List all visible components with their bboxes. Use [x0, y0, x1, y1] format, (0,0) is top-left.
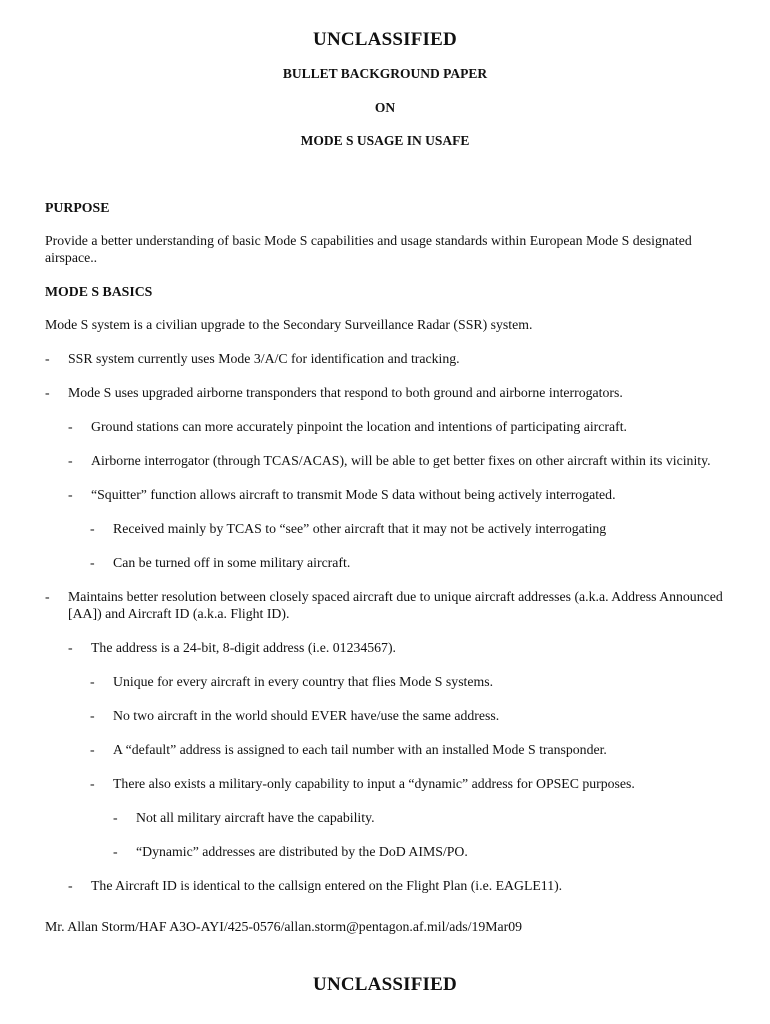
bullet-dash: -: [68, 487, 73, 502]
bullet-item: [45, 384, 735, 401]
bullet-dash: -: [113, 844, 118, 859]
classification-footer: UNCLASSIFIED: [313, 974, 457, 995]
bullet-dash: -: [68, 453, 73, 468]
paper-type-title: BULLET BACKGROUND PAPER: [282, 66, 488, 81]
bullet-text: There also exists a military-only capability to input a “dynamic” address for OPSEC purposes.: [113, 776, 635, 791]
bullet-item: [45, 843, 735, 860]
bullet-text: Not all military aircraft have the capability.: [136, 810, 375, 825]
bullet-text: “Squitter” function allows aircraft to transmit Mode S data without being actively interrogated.: [91, 487, 616, 502]
basics-intro: Mode S system is a civilian upgrade to the Secondary Surveillance Radar (SSR) system.: [45, 317, 533, 332]
basics-heading: MODE S BASICS: [45, 284, 153, 299]
bullet-dash: -: [90, 776, 95, 791]
bullet-text: Mode S uses upgraded airborne transponders that respond to both ground and airborne interrogators.: [68, 385, 623, 400]
bullet-dash: -: [113, 810, 118, 825]
bullet-dash: -: [68, 878, 73, 893]
bullet-item: [45, 809, 735, 826]
bullet-text: No two aircraft in the world should EVER have/use the same address.: [113, 708, 500, 723]
bullet-dash: -: [68, 419, 73, 434]
bullet-dash: -: [90, 555, 95, 570]
purpose-heading: PURPOSE: [45, 200, 110, 215]
bullet-dash: -: [45, 385, 50, 400]
bullet-text: Unique for every aircraft in every country that flies Mode S systems.: [113, 674, 494, 689]
paper-subject-title: MODE S USAGE IN USAFE: [300, 133, 470, 148]
bullet-text: SSR system currently uses Mode 3/A/C for identification and tracking.: [68, 351, 460, 366]
bullet-dash: -: [90, 708, 95, 723]
bullet-dash: -: [68, 640, 73, 655]
bullet-item: [45, 350, 735, 367]
document-body: [45, 199, 735, 935]
bullet-item: [45, 452, 735, 469]
bullet-item: [45, 741, 735, 758]
bullet-text: Received mainly by TCAS to “see” other aircraft that it may not be actively interrogating: [113, 521, 607, 536]
bullet-text: Airborne interrogator (through TCAS/ACAS), will be able to get better fixes on other aircraft within its vicinity.: [91, 453, 711, 468]
bullet-item: [45, 520, 735, 537]
bullet-text: Ground stations can more accurately pinpoint the location and intentions of participating aircraft.: [91, 419, 627, 434]
bullet-dash: -: [45, 589, 50, 604]
bullet-text: “Dynamic” addresses are distributed by the DoD AIMS/PO.: [136, 844, 468, 859]
bullet-text: Maintains better resolution between closely spaced aircraft due to unique aircraft addresses (a.k.a. Address Announced [AA]) and Aircraft ID (a.k.a. Flight ID).: [68, 589, 723, 621]
bullet-text: A “default” address is assigned to each tail number with an installed Mode S transponder.: [113, 742, 607, 757]
bullet-item: [45, 486, 735, 503]
bullet-item: [45, 588, 735, 622]
purpose-text: Provide a better understanding of basic Mode S capabilities and usage standards within European Mode S designated airspace..: [45, 233, 692, 265]
bullet-dash: -: [45, 351, 50, 366]
classification-header: UNCLASSIFIED: [313, 29, 457, 50]
title-on: ON: [374, 100, 396, 115]
author-contact-line: Mr. Allan Storm/HAF A3O-AYI/425-0576/allan.storm@pentagon.af.mil/ads/19Mar09: [45, 919, 523, 934]
bullet-text: The address is a 24-bit, 8-digit address (i.e. 01234567).: [91, 640, 396, 655]
bullet-item: [45, 707, 735, 724]
bullet-text: The Aircraft ID is identical to the callsign entered on the Flight Plan (i.e. EAGLE11).: [91, 878, 563, 893]
bullet-item: [45, 418, 735, 435]
bullet-dash: -: [90, 674, 95, 689]
bullet-item: [45, 639, 735, 656]
bullet-item: [45, 673, 735, 690]
bullet-item: [45, 877, 735, 894]
bullet-item: [45, 775, 735, 792]
bullet-text: Can be turned off in some military aircraft.: [113, 555, 351, 570]
bullet-dash: -: [90, 521, 95, 536]
bullet-item: [45, 554, 735, 571]
bullet-dash: -: [90, 742, 95, 757]
